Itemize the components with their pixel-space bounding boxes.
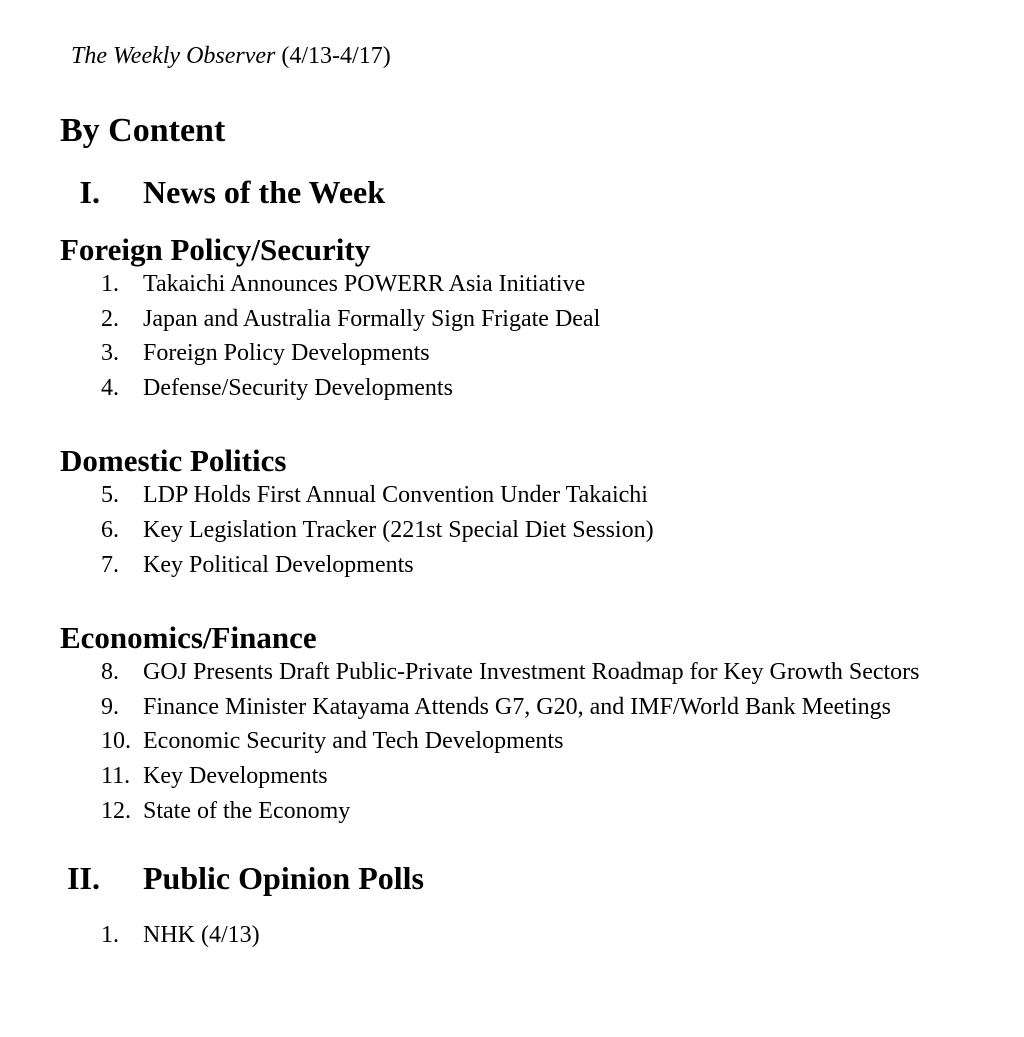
item-number: 7.: [101, 551, 119, 578]
section-title: News of the Week: [143, 174, 386, 210]
item-title: State of the Economy: [143, 797, 351, 824]
item-title: Defense/Security Developments: [143, 374, 453, 401]
item-number: 12.: [101, 797, 131, 824]
item-title: NHK (4/13): [143, 922, 260, 949]
toc-item: [0, 336, 1024, 371]
section-numeral: II.: [67, 860, 100, 897]
item-number: 3.: [101, 340, 119, 367]
group-heading: Economics/Finance: [60, 620, 317, 656]
toc-item: [0, 513, 1024, 548]
toc-group: [0, 918, 1024, 953]
item-number: 6.: [101, 516, 119, 543]
item-number: 8.: [101, 659, 119, 686]
group-heading: Foreign Policy/Security: [60, 232, 371, 267]
toc-group: [0, 232, 1024, 405]
item-title: Finance Minister Katayama Attends G7, G20, and IMF/World Bank Meetings: [143, 693, 891, 720]
item-number: 1.: [101, 271, 119, 297]
by-content-heading: By Content: [60, 112, 226, 149]
document-page: [0, 42, 1024, 1037]
item-title: LDP Holds First Annual Convention Under Takaichi: [143, 482, 648, 509]
toc-item: [0, 759, 1024, 794]
item-list: [0, 267, 1024, 405]
item-list: [0, 478, 1024, 582]
item-number: 1.: [101, 922, 119, 949]
section-heading: [0, 173, 1024, 211]
toc-item: [0, 371, 1024, 406]
item-number: 5.: [101, 482, 119, 509]
item-title: Economic Security and Tech Developments: [143, 728, 564, 755]
group-heading: Domestic Politics: [60, 443, 287, 479]
publication-name: The Weekly Observer: [71, 43, 276, 69]
item-number: 2.: [101, 305, 119, 332]
item-title: Foreign Policy Developments: [143, 340, 430, 367]
item-title: GOJ Presents Draft Public-Private Investment Roadmap for Key Growth Sectors: [143, 659, 920, 686]
toc-section: [0, 859, 1024, 953]
section-groups: [0, 232, 1024, 828]
item-title: Japan and Australia Formally Sign Frigate Deal: [143, 305, 601, 332]
section-title: Public Opinion Polls: [143, 860, 424, 897]
toc-item: [0, 690, 1024, 725]
sections-container: [0, 173, 1024, 953]
toc-item: [0, 548, 1024, 583]
item-list: [0, 655, 1024, 828]
item-title: Takaichi Announces POWERR Asia Initiative: [143, 271, 586, 297]
toc-item: [0, 302, 1024, 337]
item-title: Key Legislation Tracker (221st Special Diet Session): [143, 516, 654, 543]
section-heading: [0, 859, 1024, 897]
toc-group: [0, 443, 1024, 582]
item-number: 11.: [101, 762, 131, 789]
date-range: (4/13-4/17): [275, 43, 391, 69]
document-title: [71, 42, 1024, 70]
item-number: 9.: [101, 693, 119, 720]
toc-item: [0, 794, 1024, 829]
section-groups: [0, 918, 1024, 953]
toc-item: [0, 478, 1024, 513]
toc-item: [0, 918, 1024, 953]
item-title: Key Developments: [143, 762, 328, 789]
toc-item: [0, 724, 1024, 759]
item-number: 4.: [101, 374, 119, 401]
item-list: [0, 918, 1024, 953]
item-number: 10.: [101, 728, 131, 755]
item-title: Key Political Developments: [143, 551, 414, 578]
toc-section: [0, 173, 1024, 828]
toc-group: [0, 620, 1024, 828]
section-numeral: I.: [79, 174, 100, 210]
toc-item: [0, 655, 1024, 690]
toc-item: [0, 267, 1024, 302]
